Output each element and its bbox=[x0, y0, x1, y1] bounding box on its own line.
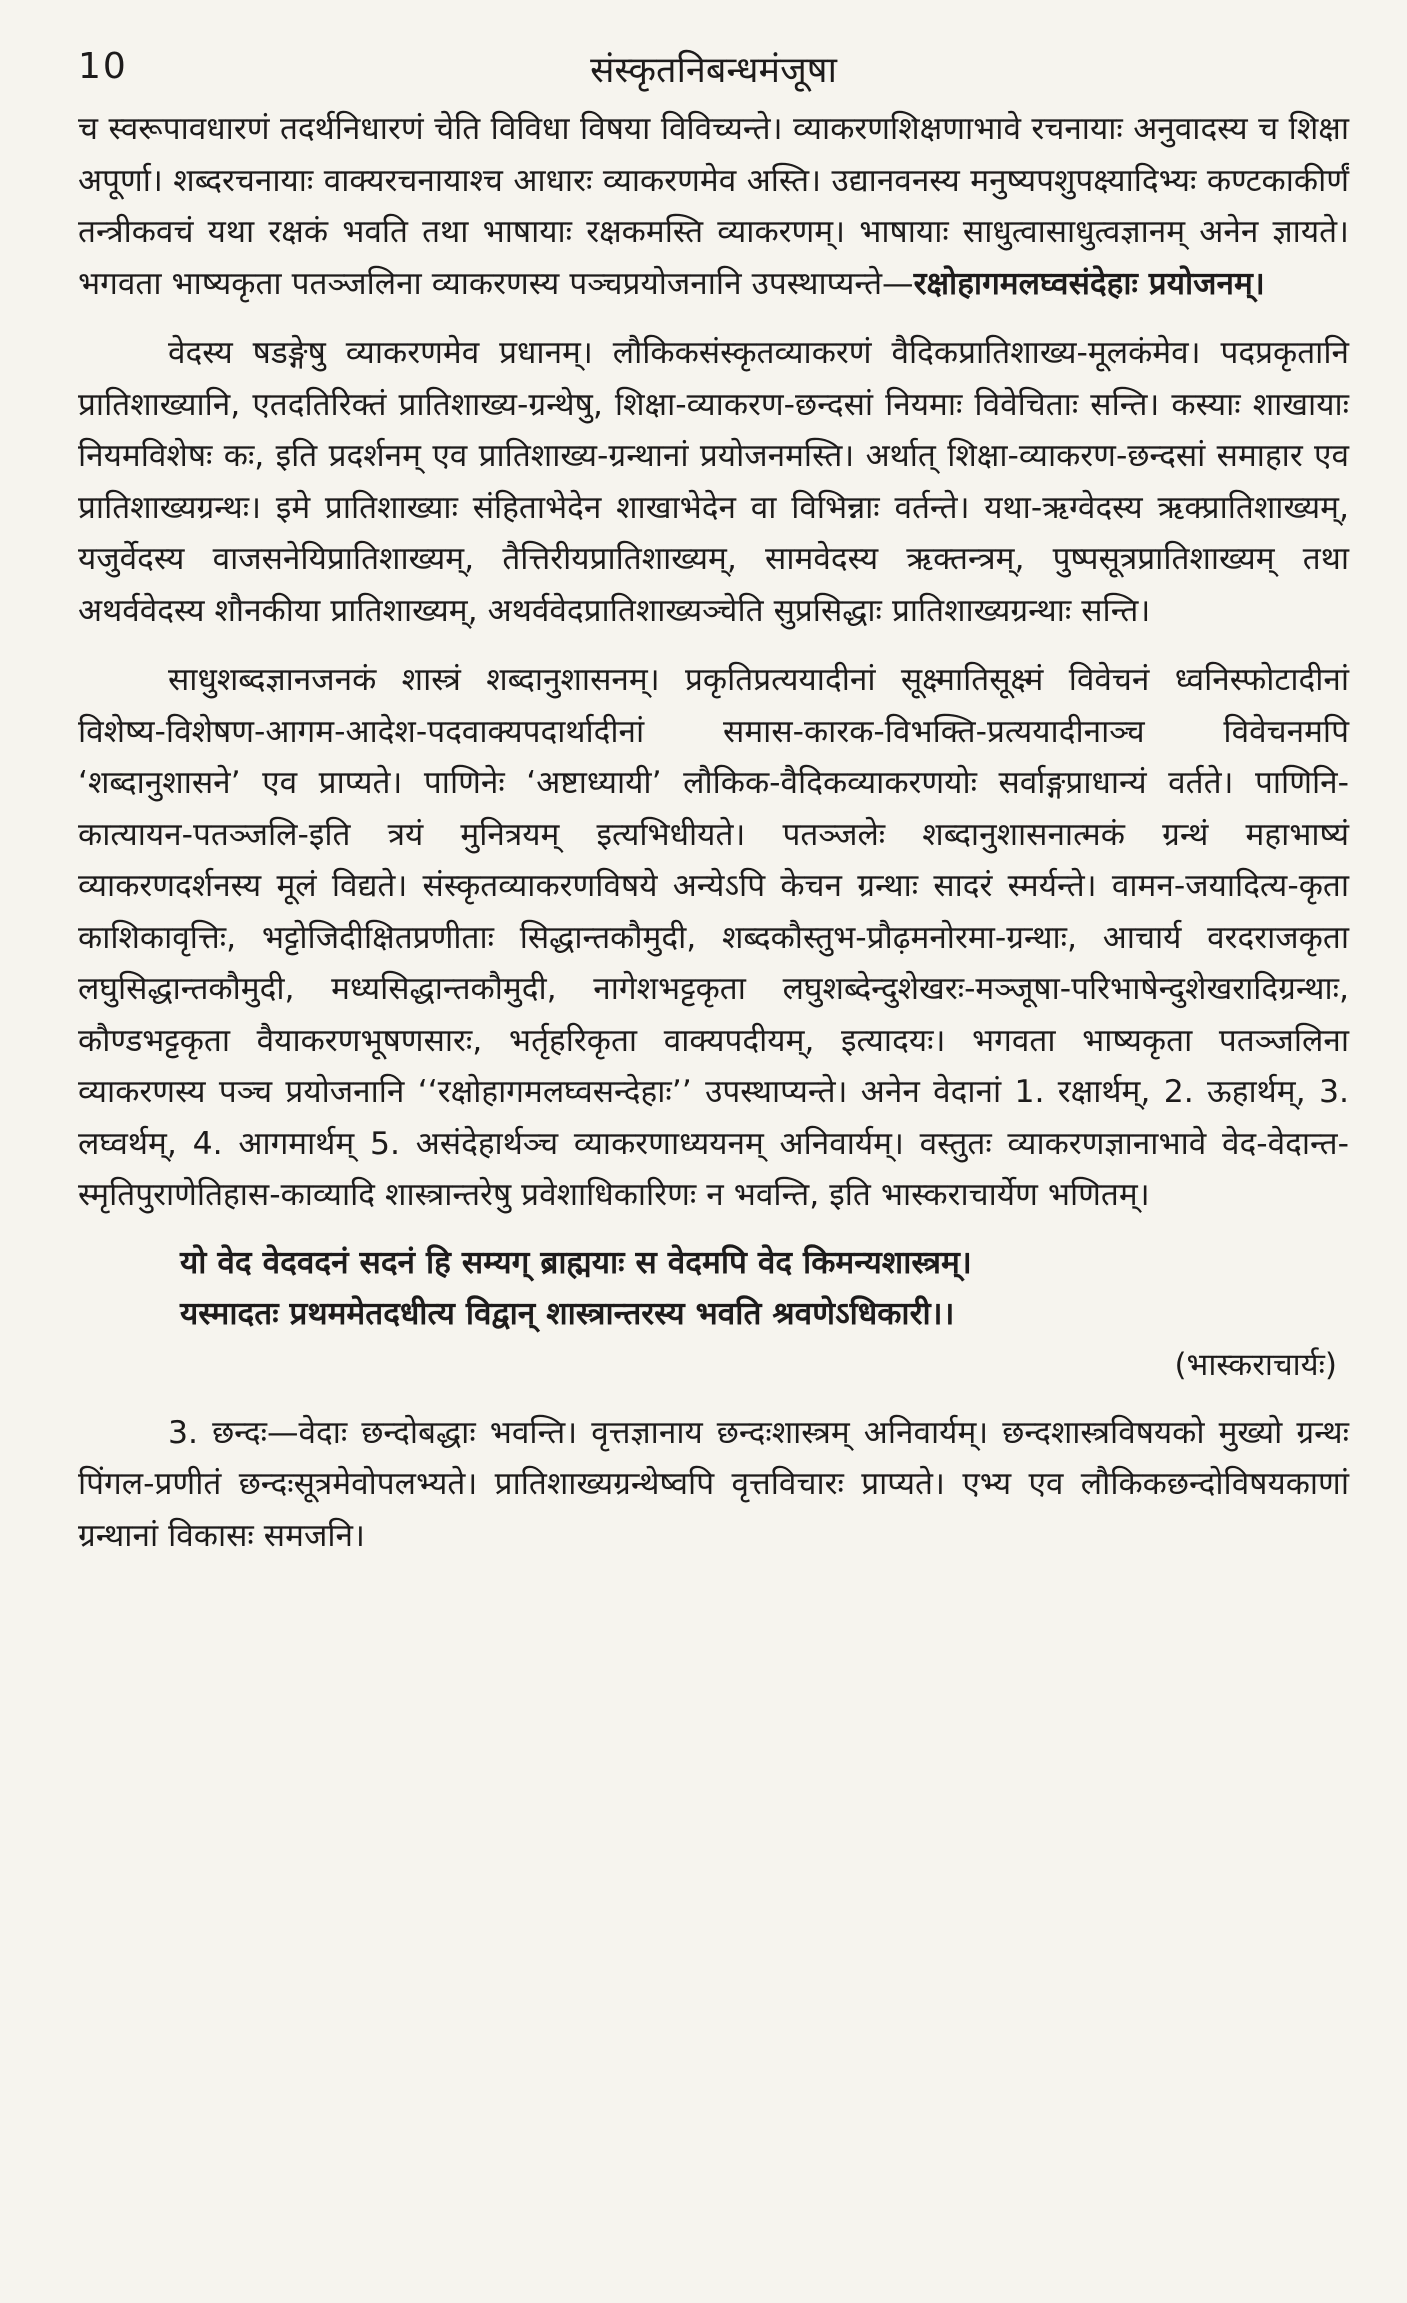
verse-attribution: (भास्कराचार्यः) bbox=[1174, 1346, 1337, 1383]
paragraph-1-bold-quote: रक्षोहागमलघ्वसंदेहाः प्रयोजनम्। bbox=[913, 265, 1265, 302]
verse-block bbox=[180, 1238, 1349, 1340]
paragraph-4 bbox=[78, 1408, 1349, 1563]
running-title: संस्कृतनिबन्धमंजूषा bbox=[590, 50, 837, 91]
body-text bbox=[78, 104, 1349, 1562]
paragraph-4-text: —वेदाः छन्दोबद्धाः भवन्ति। वृत्तज्ञानाय छन्दःशास्त्रम् अनिवार्यम्। छन्दशास्त्रविषयको मुख्यो ग्रन्थः पिंगल-प्रणीतं छन्दःसूत्रमेवोपलभ्यते। प्रातिशाख्यग्रन्थेष्वपि वृत्तविचारः प्राप्यते। एभ्य एव लौकिकछन्दोविषयकाणां ग्रन्थानां विकासः समजनि। bbox=[78, 1414, 1349, 1554]
paragraph-1 bbox=[78, 104, 1349, 310]
verse-line-2: यस्मादतः प्रथममेतदधीत्य विद्वान् शास्त्रान्तरस्य भवति श्रवणेऽधिकारी।। bbox=[180, 1295, 955, 1332]
paragraph-1-text: च स्वरूपावधारणं तदर्थनिधारणं चेति विविधा विषया विविच्यन्ते। व्याकरणशिक्षणाभावे रचनायाः अनुवादस्य च शिक्षा अपूर्णा। शब्दरचनायाः वाक्यरचनायाश्च आधारः व्याकरणमेव अस्ति। उद्यानवनस्य मनुष्यपशुपक्ष्यादिभ्यः कण्टकाकीर्णं तन्त्रीकवचं यथा रक्षकं भवति तथा भाषायाः रक्षकमस्ति व्याकरणम्। भाषायाः साधुत्वासाधुत्वज्ञानम् अनेन ज्ञायते। भगवता भाष्यकृता पतञ्जलिना व्याकरणस्य पञ्चप्रयोजनानि उपस्थाप्यन्ते— bbox=[78, 111, 1349, 302]
verse-line-1: यो वेद वेदवदनं सदनं हि सम्यग् ब्राह्मयाः स वेदमपि वेद किमन्यशास्त्रम्। bbox=[180, 1244, 972, 1281]
page-number: 10 bbox=[78, 46, 128, 87]
section-label: 3. छन्दः bbox=[168, 1414, 268, 1451]
page-header bbox=[78, 40, 1349, 104]
paragraph-3: साधुशब्दज्ञानजनकं शास्त्रं शब्दानुशासनम्। प्रकृतिप्रत्ययादीनां सूक्ष्मातिसूक्ष्मं विवेचनं ध्वनिस्फोटादीनां विशेष्य-विशेषण-आगम-आदेश-पदवाक्यपदार्थादीनां समास-कारक-विभक्ति-प्रत्ययादीनाञ्च विवेचनमपि ‘शब्दानुशासने’ एव प्राप्यते। पाणिनेः ‘अष्टाध्यायी’ लौकिक-वैदिकव्याकरणयोः सर्वाङ्गप्राधान्यं वर्तते। पाणिनि-कात्यायन-पतञ्जलि-इति त्रयं मुनित्रयम् इत्यभिधीयते। पतञ्जलेः शब्दानुशासनात्मकं ग्रन्थं महाभाष्यं व्याकरणदर्शनस्य मूलं विद्यते। संस्कृतव्याकरणविषये अन्येऽपि केचन ग्रन्थाः सादरं स्मर्यन्ते। वामन-जयादित्य-कृता काशिकावृत्तिः, भट्टोजिदीक्षितप्रणीताः सिद्धान्तकौमुदी, शब्दकौस्तुभ-प्रौढ़मनोरमा-ग्रन्थाः, आचार्य वरदराजकृता लघुसिद्धान्तकौमुदी, मध्यसिद्धान्तकौमुदी, नागेशभट्टकृता लघुशब्देन्दुशेखरः-मञ्जूषा-परिभाषेन्दुशेखरादिग्रन्थाः, कौण्डभट्टकृता वैयाकरणभूषणसारः, भर्तृहरिकृता वाक्यपदीयम्, इत्यादयः। भगवता भाष्यकृता पतञ्जलिना व्याकरणस्य पञ्च प्रयोजनानि ‘‘रक्षोहागमलघ्वसन्देहाः’’ उपस्थाप्यन्ते। अनेन वेदानां 1. रक्षार्थम्, 2. ऊहार्थम्, 3. लघ्वर्थम्, 4. आगमार्थम् 5. असंदेहार्थञ्च व्याकरणाध्ययनम् अनिवार्यम्। वस्तुतः व्याकरणज्ञानाभावे वेद-वेदान्त-स्मृतिपुराणेतिहास-काव्यादि शास्त्रान्तरेषु प्रवेशाधिकारिणः न भवन्ति, इति भास्कराचार्येण भणितम्। bbox=[78, 662, 1349, 1213]
paragraph-2: वेदस्य षडङ्गेषु व्याकरणमेव प्रधानम्। लौकिकसंस्कृतव्याकरणं वैदिकप्रातिशाख्य-मूलकंमेव। पदप्रकृतानि प्रातिशाख्यानि, एतदतिरिक्तं प्रातिशाख्य-ग्रन्थेषु, शिक्षा-व्याकरण-छन्दसां नियमाः विवेचिताः सन्ति। कस्याः शाखायाः नियमविशेषः कः, इति प्रदर्शनम् एव प्रातिशाख्य-ग्रन्थानां प्रयोजनमस्ति। अर्थात् शिक्षा-व्याकरण-छन्दसां समाहार एव प्रातिशाख्यग्रन्थः। इमे प्रातिशाख्याः संहिताभेदेन शाखाभेदेन वा विभिन्नाः वर्तन्ते। यथा-ऋग्वेदस्य ऋक्प्रातिशाख्यम्, यजुर्वेदस्य वाजसनेयिप्रातिशाख्यम्, तैत्तिरीयप्रातिशाख्यम्, सामवेदस्य ऋक्तन्त्रम्, पुष्पसूत्रप्रातिशाख्यम् तथा अथर्ववेदस्य शौनकीया प्रातिशाख्यम्, अथर्ववेदप्रातिशाख्यञ्चेति सुप्रसिद्धाः प्रातिशाख्यग्रन्थाः सन्ति। bbox=[78, 335, 1349, 629]
